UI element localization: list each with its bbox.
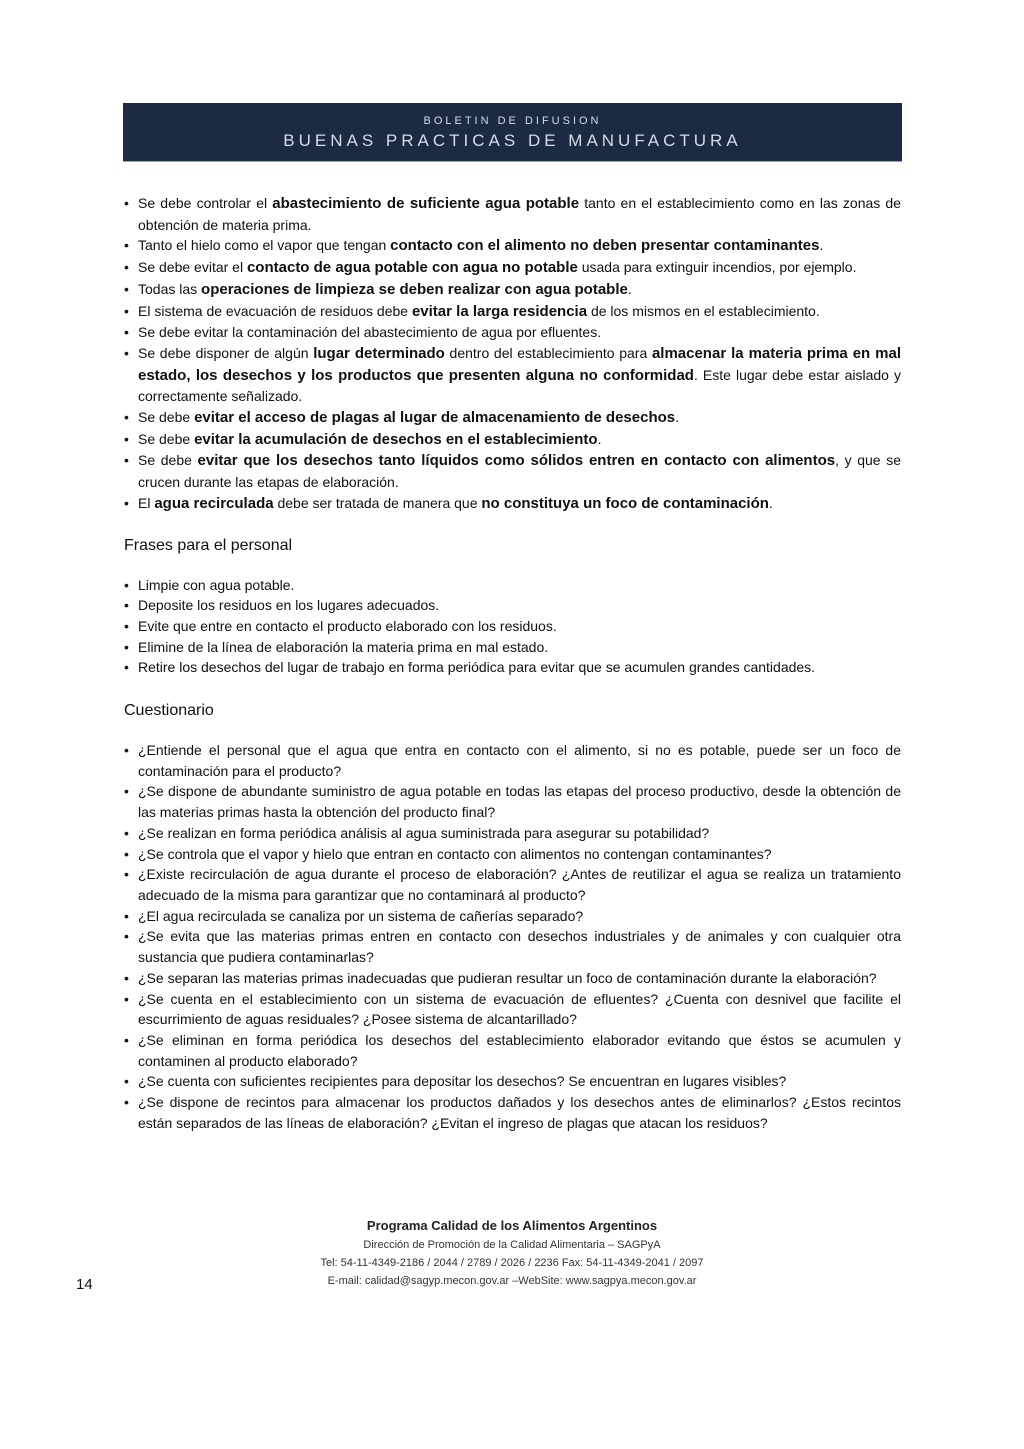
rule-text: Se debe disponer de algún (138, 344, 314, 361)
bullet-icon: • (124, 302, 129, 319)
rule-text: . (768, 494, 773, 511)
question-item (124, 1071, 901, 1092)
rule-emphasis: lugar determinado (313, 344, 445, 362)
personal-item (124, 616, 901, 637)
rule-item (124, 257, 901, 279)
rule-text: Se debe (138, 430, 195, 447)
question-item-text: ¿Se cuenta con suficientes recipientes para depositar los desechos? Se encuentran en lugares visibles? (138, 1073, 787, 1090)
rule-text: Se debe controlar el (138, 195, 273, 211)
personal-item-text: Retire los desechos del lugar de trabajo en forma periódica para evitar que se acumulen grandes cantidades. (138, 659, 816, 676)
rule-text: Tanto el hielo como el vapor que tengan (138, 237, 391, 254)
question-item (124, 968, 901, 989)
rule-emphasis: almacenar la materia prima en mal estado, los desechos y los productos que presenten alguna no conformidad (138, 344, 902, 384)
personal-item-text: Deposite los residuos en los lugares adecuados. (138, 597, 440, 614)
rule-emphasis: contacto con el alimento no deben presentar contaminantes (390, 237, 820, 255)
footer-direction: Dirección de Promoción de la Calidad Alimentaria – SAGPyA (363, 1239, 661, 1251)
question-item (124, 823, 901, 844)
question-item (124, 844, 901, 865)
rule-emphasis: evitar la larga residencia (411, 302, 588, 320)
rule-text: , y que se crucen durante las etapas de elaboración. (138, 452, 901, 491)
bullet-icon: • (124, 259, 129, 276)
bullet-icon: • (124, 576, 129, 593)
rule-text: Se debe (138, 452, 198, 469)
rule-item (124, 493, 901, 515)
rule-item (124, 279, 901, 301)
bullet-icon: • (124, 344, 129, 361)
rule-emphasis: evitar la acumulación de desechos en el establecimiento (194, 430, 598, 448)
rule-emphasis: agua recirculada (154, 494, 274, 512)
question-item-text: ¿El agua recirculada se canaliza por un sistema de cañerías separado? (138, 907, 584, 924)
bullet-icon: • (124, 638, 129, 655)
rule-text: Se debe (138, 409, 195, 426)
question-item-text: ¿Se cuenta en el establecimiento con un sistema de evacuación de efluentes? ¿Cuenta con desnivel que facilite el escurrimiento de aguas residuales? ¿Posee sistema de alcantarillado? (138, 990, 901, 1028)
footer-contact: E-mail: calidad@sagyp.mecon.gov.ar –WebSite: www.sagpya.mecon.gov.ar (327, 1275, 697, 1287)
bullet-icon: • (124, 824, 129, 841)
bulletin-subtitle: BOLETIN DE DIFUSION (423, 115, 602, 127)
bullet-icon: • (124, 617, 129, 634)
bullet-icon: • (124, 783, 129, 800)
personal-item (124, 657, 901, 678)
rule-emphasis: abastecimiento de suficiente agua potable (272, 195, 580, 212)
rule-text: Se debe evitar el (138, 259, 247, 276)
rule-item (124, 322, 901, 343)
bulletin-header-banner (123, 103, 902, 162)
question-item (124, 740, 901, 781)
question-item (124, 1030, 901, 1071)
rule-item (124, 407, 901, 429)
bullet-icon: • (124, 659, 129, 676)
bullet-icon: • (124, 990, 129, 1007)
bullet-icon: • (124, 907, 129, 924)
personal-item (124, 595, 901, 616)
rule-item (124, 343, 901, 407)
rule-emphasis: contacto de agua potable con agua no potable (246, 259, 578, 277)
bullet-icon: • (124, 1073, 129, 1090)
question-item (124, 781, 901, 822)
question-item-text: ¿Se eliminan en forma periódica los desechos del establecimiento elaborador evitando que éstos se acumulen y contaminen al producto elaborado? (138, 1031, 901, 1069)
question-item-text: ¿Se realizan en forma periódica análisis al agua suministrada para asegurar su potabilidad? (138, 824, 710, 841)
rule-item (124, 301, 901, 323)
rule-text: . (627, 280, 632, 297)
bullet-icon: • (124, 928, 129, 945)
rule-emphasis: evitar el acceso de plagas al lugar de almacenamiento de desechos (194, 409, 676, 427)
rule-emphasis: no constituya un foco de contaminación (481, 494, 769, 512)
rule-item (124, 235, 901, 257)
question-item-text: ¿Se dispone de abundante suministro de agua potable en todas las etapas del proceso productivo, desde la obtención de las materias primas hasta la obtención del producto final? (138, 783, 901, 821)
question-item-text: ¿Existe recirculación de agua durante el proceso de elaboración? ¿Antes de reutilizar el agua se realiza un tratamiento adecuado de la misma para garantizar que no contaminará al producto? (138, 866, 901, 903)
bullet-icon: • (124, 969, 129, 986)
rule-emphasis: operaciones de limpieza se deben realizar con agua potable (201, 280, 628, 298)
page-number: 14 (76, 1276, 93, 1293)
rule-item (124, 429, 901, 451)
personal-section-title: Frases para el personal (124, 536, 293, 554)
personal-phrases-list (124, 575, 901, 679)
question-item (124, 926, 901, 967)
rules-list (124, 193, 901, 515)
rule-text: debe ser tratada de manera que (273, 494, 482, 511)
bullet-icon: • (124, 237, 129, 254)
rule-item (124, 450, 901, 492)
question-item (124, 1092, 901, 1133)
bullet-icon: • (124, 1031, 129, 1048)
rule-text: El (138, 494, 155, 511)
rule-text: . (675, 409, 680, 426)
rule-text: tanto en el establecimiento como en las zonas de obtención de materia prima. (138, 195, 901, 233)
rule-text: . Este lugar debe estar aislado y correctamente señalizado. (138, 366, 901, 405)
question-item-text: ¿Se controla que el vapor y hielo que entran en contacto con alimentos no contengan contaminantes? (138, 845, 772, 862)
personal-item (124, 637, 901, 658)
bullet-icon: • (124, 597, 129, 614)
rule-text: . (819, 237, 824, 254)
question-item (124, 864, 901, 905)
bullet-icon: • (124, 280, 129, 297)
question-item (124, 906, 901, 927)
page-footer (0, 1216, 1024, 1290)
personal-item-text: Elimine de la línea de elaboración la materia prima en mal estado. (138, 638, 549, 655)
bullet-icon: • (124, 494, 129, 511)
bullet-icon: • (124, 1094, 129, 1111)
rule-text: Todas las (138, 280, 202, 297)
bullet-icon: • (124, 430, 129, 447)
question-item-text: ¿Se evita que las materias primas entren en contacto con desechos industriales y de animales y con cualquier otra sustancia que pudiera contaminarlas? (138, 928, 901, 966)
rule-text: El sistema de evacuación de residuos debe (138, 302, 412, 319)
question-item (124, 989, 901, 1030)
personal-item-text: Evite que entre en contacto el producto elaborado con los residuos. (138, 617, 557, 634)
bullet-icon: • (124, 742, 129, 759)
main-content (124, 193, 901, 1133)
bullet-icon: • (124, 866, 129, 883)
question-item-text: ¿Se dispone de recintos para almacenar los productos dañados y los desechos antes de eliminarlos? ¿Estos recintos están separados de las líneas de elaboración? ¿Evitan el ingreso de plagas que atacan los residuos? (138, 1094, 901, 1131)
personal-item (124, 575, 901, 596)
rule-text: usada para extinguir incendios, por ejemplo. (577, 259, 857, 276)
bullet-icon: • (124, 324, 129, 341)
bulletin-title: BUENAS PRACTICAS DE MANUFACTURA (283, 131, 742, 150)
rule-text: . (597, 430, 602, 447)
rule-text: dentro del establecimiento para (444, 344, 652, 361)
footer-phones: Tel: 54-11-4349-2186 / 2044 / 2789 / 2026 / 2236 Fax: 54-11-4349-2041 / 2097 (320, 1257, 704, 1269)
rule-emphasis: evitar que los desechos tanto líquidos como sólidos entren en contacto con alimentos (197, 452, 836, 470)
question-item-text: ¿Se separan las materias primas inadecuadas que pudieran resultar un foco de contaminación durante la elaboración? (138, 969, 877, 986)
bullet-icon: • (124, 845, 129, 862)
rule-text: de los mismos en el establecimiento. (587, 302, 820, 319)
bullet-icon: • (124, 195, 129, 211)
question-item-text: ¿Entiende el personal que el agua que entra en contacto con el alimento, si no es potable, puede ser un foco de contaminación para el producto? (138, 742, 901, 779)
personal-item-text: Limpie con agua potable. (138, 576, 295, 593)
cuestionario-section-title: Cuestionario (124, 702, 214, 720)
footer-program: Programa Calidad de los Alimentos Argentinos (366, 1218, 658, 1233)
cuestionario-list (124, 740, 901, 1133)
bullet-icon: • (124, 409, 129, 426)
rule-text: Se debe evitar la contaminación del abastecimiento de agua por efluentes. (138, 324, 602, 341)
rule-item (124, 193, 901, 235)
bullet-icon: • (124, 452, 129, 469)
